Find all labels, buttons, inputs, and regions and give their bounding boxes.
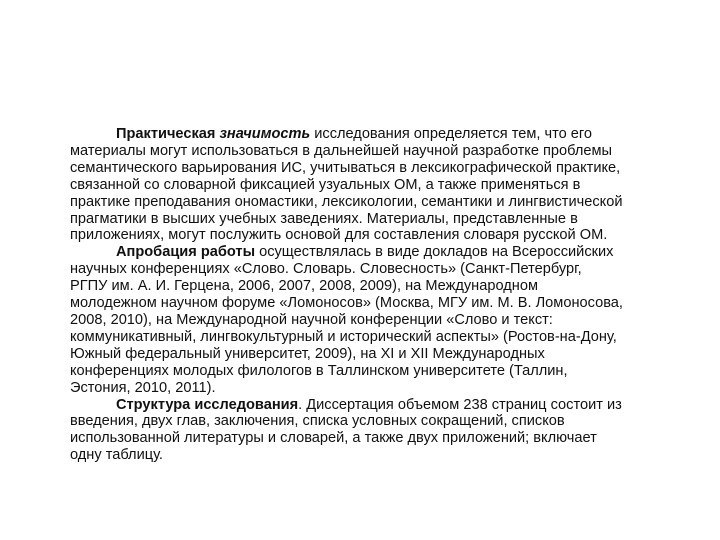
text-line: 2008, 2010), на Международной научной конференции «Слово и текст:	[70, 311, 553, 328]
text-line: введения, двух глав, заключения, списка условных сокращений, списков	[70, 413, 565, 430]
text-run: осуществлялась в виде докладов на Всероссийских	[255, 244, 614, 261]
text-line: молодежном научном форуме «Ломоносов» (Москва, МГУ им. М. В. Ломоносова,	[70, 295, 623, 312]
text-line: научных конференциях «Слово. Словарь. Словесность» (Санкт-Петербург,	[70, 261, 582, 278]
text-line	[70, 244, 710, 261]
structure-heading: Структура исследования	[116, 396, 299, 413]
text-run: . Диссертация объемом 238 страниц состоит из	[298, 396, 622, 413]
text-line: использованной литературы и словарей, а также двух приложений; включает	[70, 430, 597, 447]
text-line: Южный федеральный университет, 2009), на XI и XII Международных	[70, 345, 545, 362]
text-line: Эстония, 2010, 2011).	[70, 379, 216, 396]
text-line: одну таблицу.	[70, 447, 163, 464]
paragraph-approbation	[70, 244, 710, 396]
text-line: конференциях молодых филологов в Таллинском университете (Таллин,	[70, 362, 568, 379]
paragraph-significance	[70, 126, 710, 244]
text-line	[70, 397, 710, 414]
significance-heading-emphasis: значимость	[219, 126, 311, 142]
approbation-heading: Апробация работы	[116, 244, 256, 261]
text-line: практике преподавания ономастики, лексикологии, семантики и лингвистической	[70, 193, 623, 210]
text-line: коммуникативный, лингвокультурный и исторический аспекты» (Ростов-на-Дону,	[70, 328, 617, 345]
text-line: РГПУ им. А. И. Герцена, 2006, 2007, 2008, 2009), на Международном	[70, 278, 538, 295]
text-run: исследования определяется тем, что его	[310, 126, 593, 142]
text-line: приложениях, могут послужить основой для составления словаря русской ОМ.	[70, 227, 608, 244]
text-line: семантического варьирования ИС, учитываться в лексикографической практике,	[70, 159, 621, 176]
text-line: прагматики в высших учебных заведениях. Материалы, представленные в	[70, 210, 578, 227]
text-line: связанной со словарной фиксацией узуальных ОМ, а также применяться в	[70, 176, 581, 193]
text-block	[70, 126, 710, 464]
significance-heading-word: Практическая	[116, 126, 216, 142]
paragraph-structure	[70, 397, 710, 465]
text-line	[70, 126, 710, 143]
text-line: материалы могут использоваться в дальнейшей научной разработке проблемы	[70, 142, 613, 159]
